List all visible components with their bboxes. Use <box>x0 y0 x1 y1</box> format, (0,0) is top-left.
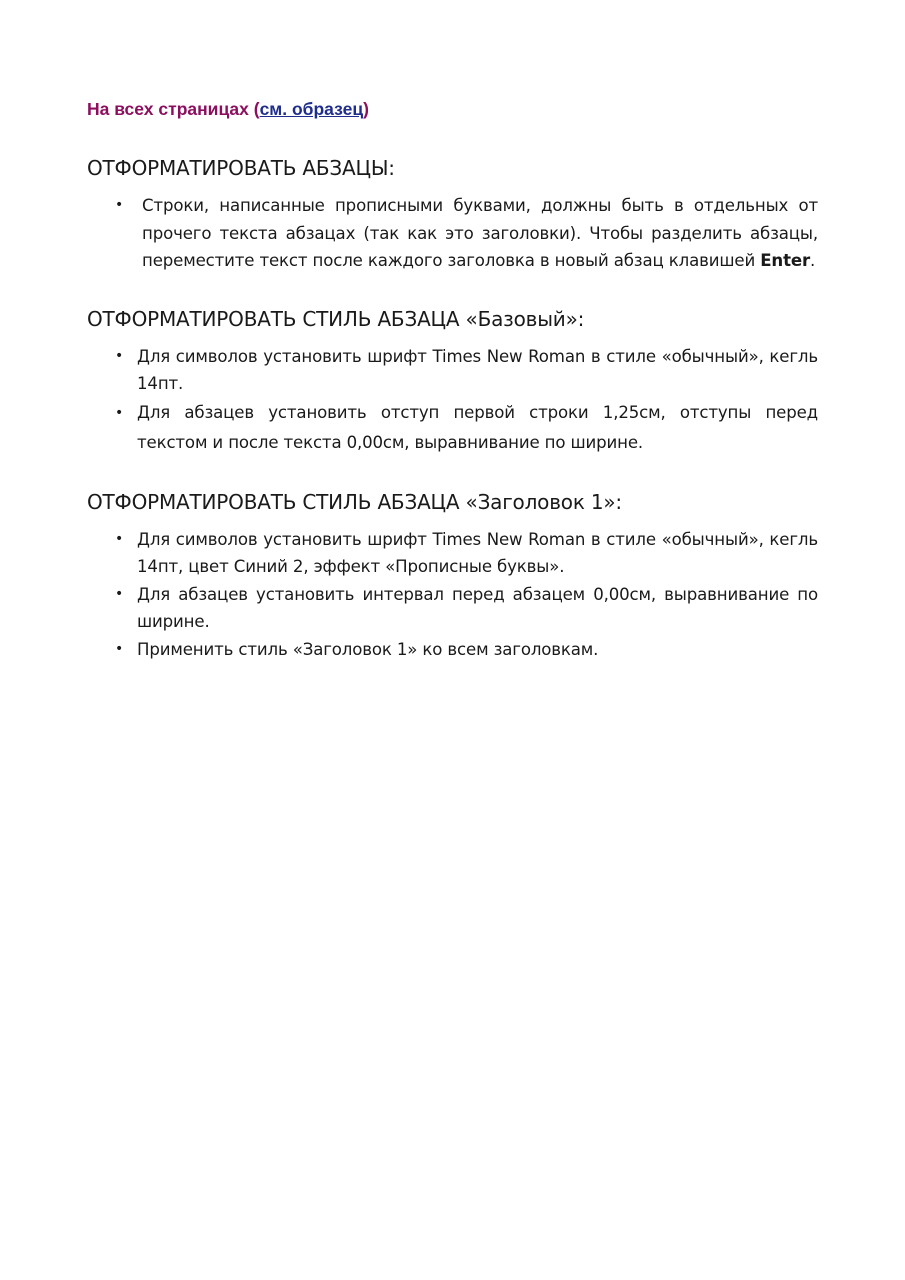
list-item <box>87 526 818 581</box>
bullet-icon: • <box>115 585 124 602</box>
list-item-text: Для символов установить шрифт Times New Roman в стиле «обычный», кегль 14пт. <box>137 346 818 393</box>
section-basic-style <box>87 305 818 458</box>
section-title: ОТФОРМАТИРОВАТЬ СТИЛЬ АБЗАЦА «Базовый»: <box>87 306 585 331</box>
list-item <box>87 581 818 636</box>
sample-link[interactable]: см. образец <box>259 99 364 119</box>
document-page <box>87 96 818 689</box>
list-item <box>87 398 818 458</box>
section-title: ОТФОРМАТИРОВАТЬ СТИЛЬ АБЗАЦА «Заголовок 1»: <box>87 489 622 514</box>
enter-key-label: Enter <box>760 251 811 270</box>
bullet-icon: • <box>115 530 124 547</box>
bullet-list <box>87 192 818 275</box>
intro-suffix: ) <box>363 99 369 119</box>
bullet-list <box>87 526 818 664</box>
section-title: ОТФОРМАТИРОВАТЬ АБЗАЦЫ: <box>87 156 395 180</box>
list-item <box>87 343 818 398</box>
list-item <box>87 636 818 664</box>
intro-prefix: На всех страницах ( <box>87 99 260 119</box>
list-item-text: Для символов установить шрифт Times New Roman в стиле «обычный», кегль 14пт, цвет Синий 2, эффект «Прописные буквы». <box>137 529 818 576</box>
section-format-paragraphs <box>87 154 818 275</box>
section-heading1-style <box>87 488 818 664</box>
intro-line <box>87 96 818 122</box>
list-item-text: Строки, написанные прописными буквами, должны быть в отдельных от прочего текста абзацах (так как это заголовки). Чтобы разделить абзацы, переместите текст после каждого заголовка в новый абзац клавишей <box>142 196 818 270</box>
bullet-icon: • <box>115 640 124 657</box>
list-item-text: Для абзацев установить интервал перед абзацем 0,00см, выравнивание по ширине. <box>137 584 818 631</box>
bullet-icon: • <box>115 347 124 364</box>
bullet-icon: • <box>115 404 124 421</box>
list-item <box>87 192 818 275</box>
list-item-text: Для абзацев установить отступ первой строки 1,25см, отступы перед текстом и после текста 0,00см, выравнивание по ширине. <box>137 402 818 452</box>
list-item-tail: . <box>810 251 816 270</box>
bullet-icon: • <box>115 197 124 213</box>
list-item-text: Применить стиль «Заголовок 1» ко всем заголовкам. <box>137 639 599 659</box>
bullet-list <box>87 343 818 458</box>
